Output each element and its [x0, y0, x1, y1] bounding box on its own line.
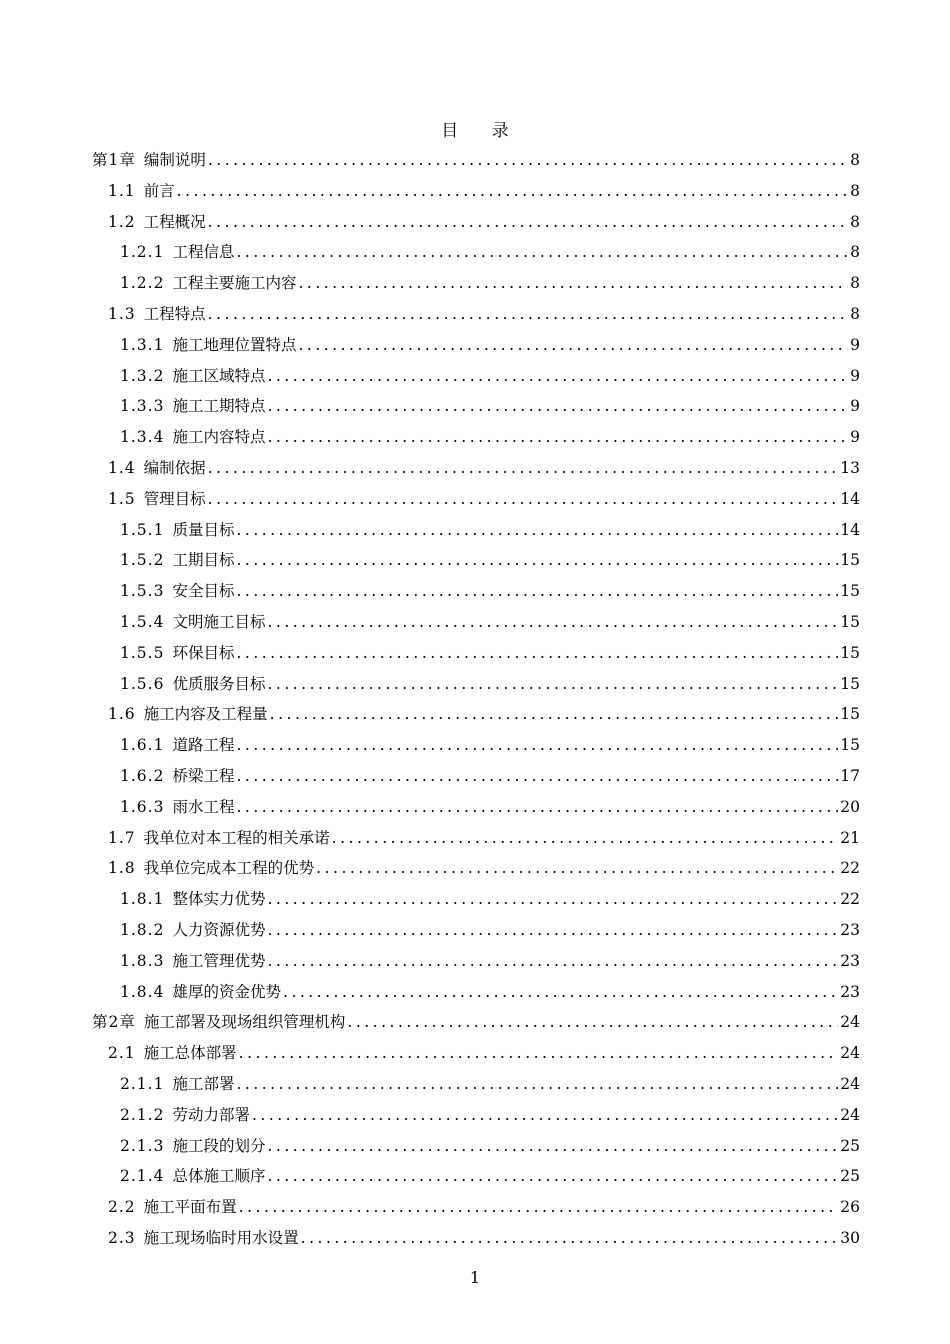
toc-entry-number: 1.8.2 — [120, 920, 165, 939]
toc-dot-leader — [208, 484, 839, 515]
toc-entry-title: 我单位完成本工程的优势 — [143, 859, 315, 878]
toc-entry[interactable] — [92, 761, 860, 792]
toc-dot-leader — [236, 730, 838, 761]
toc-entry[interactable] — [92, 792, 860, 823]
toc-entry-page: 8 — [850, 151, 860, 169]
toc-entry-title: 施工部署 — [172, 1074, 235, 1093]
toc-entry-number: 1.6 — [108, 705, 136, 724]
toc-entry[interactable] — [92, 669, 860, 700]
toc-entry-page: 15 — [840, 582, 860, 601]
toc-entry-page: 15 — [840, 643, 860, 662]
toc-entry-page: 15 — [840, 674, 860, 693]
toc-dot-leader — [208, 207, 848, 238]
toc-dot-leader — [267, 946, 838, 977]
toc-entry[interactable] — [92, 237, 860, 268]
toc-entry-page: 15 — [840, 705, 860, 724]
toc-entry-number: 1.3 — [108, 304, 136, 323]
toc-entry-page: 8 — [850, 304, 860, 323]
toc-entry-page: 9 — [850, 397, 860, 416]
toc-dot-leader — [267, 1161, 838, 1192]
toc-entry[interactable] — [92, 1007, 860, 1038]
toc-entry-number: 1.5.5 — [120, 643, 165, 662]
toc-dot-leader — [316, 853, 838, 884]
toc-entry-number: 1.3.4 — [120, 428, 165, 447]
toc-entry-title: 雨水工程 — [172, 797, 235, 816]
toc-title: 目 录 — [441, 121, 523, 141]
toc-entry-title: 我单位对本工程的相关承诺 — [143, 828, 330, 847]
toc-entry[interactable] — [92, 730, 860, 761]
toc-entry[interactable] — [92, 515, 860, 546]
toc-entry-page: 8 — [850, 243, 860, 262]
toc-entry-page: 24 — [840, 1074, 860, 1093]
toc-dot-leader — [177, 176, 848, 207]
toc-entry[interactable] — [92, 391, 860, 422]
page-number: 1 — [469, 1268, 481, 1287]
toc-dot-leader — [347, 1007, 838, 1038]
toc-entry-page: 15 — [840, 736, 860, 755]
toc-entry-number: 2.1.1 — [120, 1074, 165, 1093]
toc-entry-page: 22 — [840, 859, 860, 878]
toc-entry-number: 1.5.3 — [120, 582, 165, 601]
toc-entry-page: 14 — [840, 489, 860, 508]
toc-entry-number: 1.5.1 — [120, 520, 165, 539]
toc-entry-number: 1.6.3 — [120, 797, 165, 816]
toc-entry-title: 质量目标 — [172, 520, 235, 539]
toc-entry-page: 13 — [840, 458, 860, 477]
toc-dot-leader — [236, 237, 848, 268]
toc-entry-page: 8 — [850, 212, 860, 231]
toc-entry-number: 2.2 — [108, 1198, 136, 1217]
toc-entry-number: 2.1.4 — [120, 1167, 165, 1186]
toc-dot-leader — [236, 638, 838, 669]
toc-entry-title: 施工内容特点 — [172, 428, 266, 447]
toc-dot-leader — [208, 299, 848, 330]
toc-dot-leader — [236, 545, 838, 576]
toc-entry-title: 施工内容及工程量 — [143, 705, 268, 724]
toc-entry-title: 雄厚的资金优势 — [172, 982, 281, 1001]
toc-entry[interactable] — [92, 946, 860, 977]
toc-dot-leader — [236, 515, 838, 546]
toc-dot-leader — [236, 761, 838, 792]
toc-entry[interactable] — [92, 699, 860, 730]
toc-entry-page: 9 — [850, 428, 860, 447]
toc-entry-number: 2.1.3 — [120, 1136, 165, 1155]
toc-entry[interactable] — [92, 576, 860, 607]
toc-dot-leader — [208, 453, 839, 484]
toc-entry-title: 编制说明 — [143, 151, 206, 169]
toc-entry-title: 工程特点 — [143, 304, 206, 323]
toc-entry[interactable] — [92, 1223, 860, 1254]
toc-entry[interactable] — [92, 176, 860, 207]
toc-entry[interactable] — [92, 915, 860, 946]
toc-dot-leader — [298, 330, 848, 361]
toc-dot-leader — [267, 884, 838, 915]
toc-entry-title: 施工部署及现场组织管理机构 — [143, 1013, 346, 1032]
toc-entry-number: 1.6.1 — [120, 736, 165, 755]
toc-entry-number: 1.2 — [108, 212, 136, 231]
toc-entry-title: 前言 — [143, 181, 175, 200]
toc-entry-page: 23 — [840, 982, 860, 1001]
toc-entry[interactable] — [92, 1069, 860, 1100]
toc-entry-number: 1.6.2 — [120, 766, 165, 785]
toc-entry[interactable] — [92, 330, 860, 361]
toc-entry-page: 23 — [840, 920, 860, 939]
toc-dot-leader — [239, 1038, 839, 1069]
toc-entry-number: 1.4 — [108, 458, 136, 477]
toc-entry-title: 工程信息 — [172, 243, 235, 262]
toc-entry-page: 26 — [840, 1198, 860, 1217]
toc-entry-number: 1.5.6 — [120, 674, 165, 693]
toc-entry-number: 1.1 — [108, 181, 136, 200]
toc-entry-title: 管理目标 — [143, 489, 206, 508]
toc-entry-title: 工程主要施工内容 — [172, 274, 297, 293]
toc-entry[interactable] — [92, 361, 860, 392]
toc-dot-leader — [236, 1069, 838, 1100]
toc-entry[interactable] — [92, 1161, 860, 1192]
toc-dot-leader — [236, 792, 838, 823]
toc-list — [92, 145, 860, 1254]
toc-entry[interactable] — [92, 145, 860, 176]
toc-entry-page: 30 — [840, 1228, 860, 1247]
toc-entry-title: 整体实力优势 — [172, 890, 266, 909]
toc-dot-leader — [298, 268, 848, 299]
toc-dot-leader — [267, 361, 848, 392]
toc-entry-number: 第2章 — [92, 1013, 136, 1032]
toc-entry-page: 25 — [840, 1167, 860, 1186]
toc-entry-number: 1.2.1 — [120, 243, 165, 262]
toc-entry-title: 工程概况 — [143, 212, 206, 231]
toc-entry[interactable] — [92, 299, 860, 330]
toc-entry-page: 17 — [840, 766, 860, 785]
toc-dot-leader — [270, 699, 839, 730]
toc-entry-number: 1.5 — [108, 489, 136, 508]
toc-entry-title: 安全目标 — [172, 582, 235, 601]
toc-entry-number: 2.1.2 — [120, 1105, 165, 1124]
toc-entry-title: 优质服务目标 — [172, 674, 266, 693]
toc-entry-page: 24 — [840, 1013, 860, 1032]
toc-entry-title: 总体施工顺序 — [172, 1167, 266, 1186]
toc-dot-leader — [239, 1192, 839, 1223]
toc-entry-title: 施工现场临时用水设置 — [143, 1228, 299, 1247]
toc-entry-number: 1.3.3 — [120, 397, 165, 416]
toc-dot-leader — [267, 422, 848, 453]
toc-entry-page: 22 — [840, 890, 860, 909]
toc-entry-page: 14 — [840, 520, 860, 539]
toc-entry[interactable] — [92, 268, 860, 299]
toc-entry[interactable] — [92, 1038, 860, 1069]
toc-entry[interactable] — [92, 1131, 860, 1162]
toc-entry-number: 1.3.1 — [120, 335, 165, 354]
toc-entry-title: 工期目标 — [172, 551, 235, 570]
toc-dot-leader — [332, 823, 839, 854]
toc-dot-leader — [301, 1223, 839, 1254]
toc-entry[interactable] — [92, 977, 860, 1008]
toc-entry-title: 施工管理优势 — [172, 951, 266, 970]
toc-entry[interactable] — [92, 207, 860, 238]
toc-dot-leader — [267, 915, 838, 946]
toc-entry-title: 人力资源优势 — [172, 920, 266, 939]
toc-dot-leader — [283, 977, 838, 1008]
toc-entry-number: 第1章 — [92, 151, 136, 169]
toc-entry[interactable] — [92, 1192, 860, 1223]
toc-entry-page: 9 — [850, 335, 860, 354]
toc-entry[interactable] — [92, 607, 860, 638]
toc-dot-leader — [208, 145, 848, 176]
toc-entry-number: 1.7 — [108, 828, 136, 847]
toc-entry-title: 施工总体部署 — [143, 1044, 237, 1063]
toc-entry[interactable] — [92, 484, 860, 515]
toc-entry-page: 15 — [840, 612, 860, 631]
toc-entry-page: 24 — [840, 1044, 860, 1063]
toc-entry-page: 15 — [840, 551, 860, 570]
toc-entry-title: 施工工期特点 — [172, 397, 266, 416]
toc-dot-leader — [252, 1100, 838, 1131]
toc-entry[interactable] — [92, 422, 860, 453]
toc-entry-number: 1.8.4 — [120, 982, 165, 1001]
toc-entry-page: 21 — [840, 828, 860, 847]
toc-dot-leader — [267, 669, 838, 700]
toc-entry-page: 20 — [840, 797, 860, 816]
toc-entry-number: 1.8 — [108, 859, 136, 878]
toc-dot-leader — [267, 1131, 838, 1162]
toc-entry-title: 施工地理位置特点 — [172, 335, 297, 354]
toc-dot-leader — [267, 607, 838, 638]
toc-entry-title: 文明施工目标 — [172, 612, 266, 631]
toc-entry-page: 23 — [840, 951, 860, 970]
toc-entry-page: 8 — [850, 274, 860, 293]
toc-entry-title: 施工段的划分 — [172, 1136, 266, 1155]
toc-entry-title: 施工区域特点 — [172, 366, 266, 385]
toc-entry[interactable] — [92, 545, 860, 576]
toc-entry-number: 1.3.2 — [120, 366, 165, 385]
toc-entry[interactable] — [92, 884, 860, 915]
toc-entry-title: 编制依据 — [143, 458, 206, 477]
toc-entry-number: 1.5.4 — [120, 612, 165, 631]
toc-entry[interactable] — [92, 853, 860, 884]
toc-entry[interactable] — [92, 1100, 860, 1131]
toc-entry-title: 环保目标 — [172, 643, 235, 662]
toc-entry-page: 9 — [850, 366, 860, 385]
toc-entry-number: 1.2.2 — [120, 274, 165, 293]
toc-dot-leader — [236, 576, 838, 607]
toc-entry-number: 1.8.3 — [120, 951, 165, 970]
toc-entry[interactable] — [92, 453, 860, 484]
toc-entry[interactable] — [92, 823, 860, 854]
toc-entry-number: 2.3 — [108, 1228, 136, 1247]
toc-entry-number: 1.5.2 — [120, 551, 165, 570]
toc-dot-leader — [267, 391, 848, 422]
toc-entry-title: 道路工程 — [172, 736, 235, 755]
toc-entry-number: 1.8.1 — [120, 890, 165, 909]
toc-entry-page: 24 — [840, 1105, 860, 1124]
toc-entry-title: 劳动力部署 — [172, 1105, 250, 1124]
toc-entry-number: 2.1 — [108, 1044, 136, 1063]
toc-entry-page: 8 — [850, 181, 860, 200]
toc-entry-title: 施工平面布置 — [143, 1198, 237, 1217]
toc-entry-title: 桥梁工程 — [172, 766, 235, 785]
toc-entry-page: 25 — [840, 1136, 860, 1155]
toc-entry[interactable] — [92, 638, 860, 669]
